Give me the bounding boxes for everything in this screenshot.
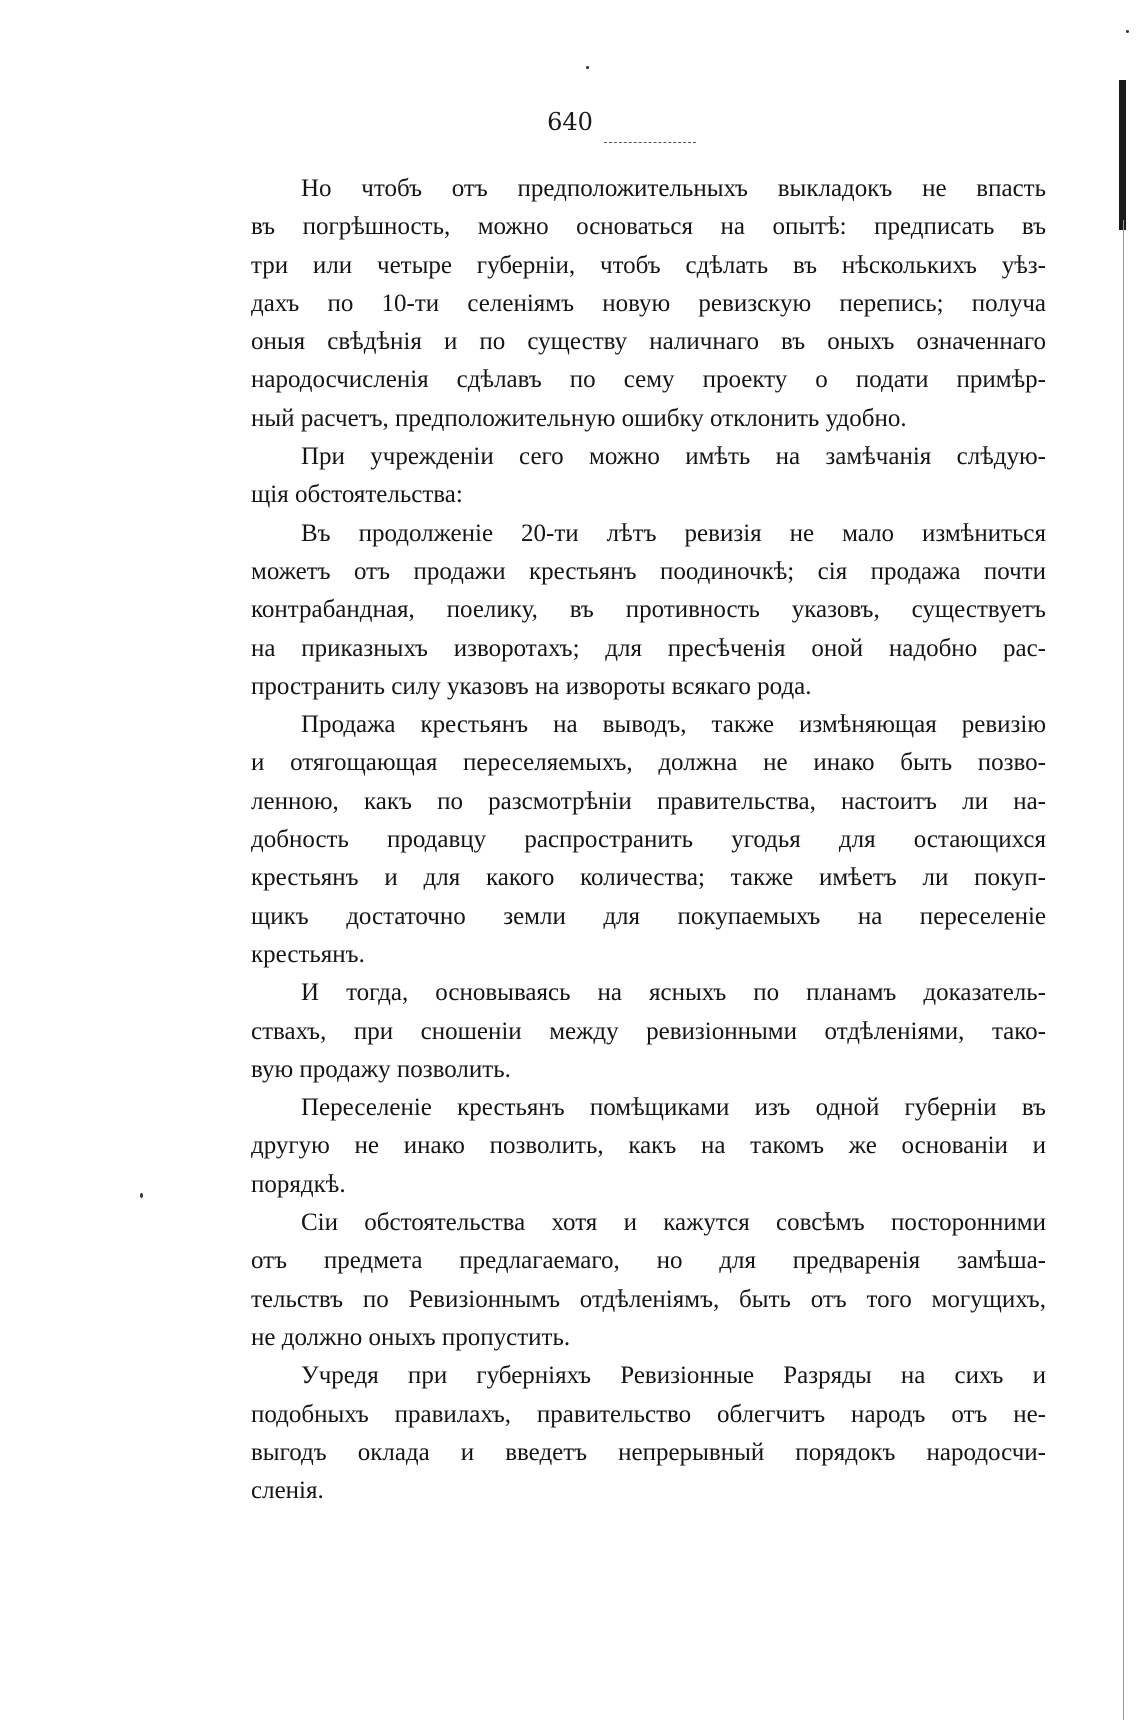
text-line: щикъ достаточно земли для покупаемыхъ на переселеніе xyxy=(251,902,1046,930)
text-line: можетъ отъ продажи крестьянъ поодиночкѣ; сія продажа почти xyxy=(251,557,1046,585)
text-line: въ погрѣшность, можно основаться на опытѣ: предписать въ xyxy=(251,213,1046,241)
text-line: другую не инако позволить, какъ на такомъ же основаніи и xyxy=(251,1132,1046,1160)
paragraph xyxy=(251,1089,1046,1204)
text-line: Но чтобъ отъ предположительныхъ выкладокъ не впасть xyxy=(301,175,1046,202)
paragraph xyxy=(251,1357,1046,1510)
text-line: щія обстоятельства: xyxy=(251,481,463,509)
text-line: Продажа крестьянъ на выводъ, также измѣняющая ревизію xyxy=(301,711,1046,739)
scan-speck xyxy=(140,1193,143,1198)
page-number-rule xyxy=(604,142,696,144)
text-line: контрабандная, поелику, въ противность указовъ, существуетъ xyxy=(251,596,1046,624)
text-line: три или четыре губерніи, чтобъ сдѣлать въ нѣсколькихъ уѣз- xyxy=(251,251,1046,279)
text-line: ленною, какъ по разсмотрѣніи правительства, настоитъ ли на- xyxy=(251,787,1046,815)
text-line: Сіи обстоятельства хотя и кажутся совсѣмъ посторонними xyxy=(301,1209,1046,1237)
text-line: подобныхъ правилахъ, правительство облегчитъ народъ отъ не- xyxy=(251,1400,1046,1428)
text-line: И тогда, основываясь на ясныхъ по планамъ доказатель- xyxy=(301,979,1046,1007)
paragraph xyxy=(251,438,1046,515)
text-line: Въ продолженіе 20-ти лѣтъ ревизія не мало измѣниться xyxy=(301,519,1046,547)
text-line: дахъ по 10-ти селеніямъ новую ревизскую перепись; получа xyxy=(251,289,1046,317)
paragraph xyxy=(251,515,1046,706)
scan-speck xyxy=(1126,30,1129,33)
text-line: выгодъ оклада и введетъ непрерывный порядокъ народосчи- xyxy=(251,1438,1046,1466)
text-line: вую продажу позволить. xyxy=(251,1055,511,1083)
text-line: не должно оныхъ пропустить. xyxy=(251,1323,571,1351)
text-line: порядкѣ. xyxy=(251,1170,346,1198)
text-line: и отягощающая переселяемыхъ, должна не инако быть позво- xyxy=(251,749,1046,777)
text-line: отъ предмета предлагаемаго, но для предваренія замѣша- xyxy=(251,1247,1046,1275)
text-line: крестьянъ и для какого количества; также имѣетъ ли покуп- xyxy=(251,864,1046,892)
page-edge-line xyxy=(1123,220,1124,1720)
text-line: Переселеніе крестьянъ помѣщиками изъ одной губерніи въ xyxy=(301,1094,1046,1122)
paragraph xyxy=(251,974,1046,1089)
text-line: сленія. xyxy=(251,1477,324,1505)
paragraph xyxy=(251,706,1046,974)
page-number: 640 xyxy=(547,108,593,136)
text-line: добность продавцу распространить угодья для остающихся xyxy=(251,826,1046,854)
text-line: народосчисленія сдѣлавъ по сему проекту о подати примѣр- xyxy=(251,366,1046,394)
text-line: на приказныхъ изворотахъ; для пресѣченія оной надобно рас- xyxy=(251,634,1046,662)
text-line: крестьянъ. xyxy=(251,940,365,968)
paragraph xyxy=(251,170,1046,438)
text-line: Учредя при губерніяхъ Ревизіонные Разряды на сихъ и xyxy=(301,1362,1046,1390)
text-line: ствахъ, при сношеніи между ревизіонными отдѣленіями, тако- xyxy=(251,1017,1046,1045)
text-line: пространить силу указовъ на извороты всякаго рода. xyxy=(251,672,812,700)
text-line: При учрежденіи сего можно имѣть на замѣчанія слѣдую- xyxy=(301,443,1046,471)
text-line: тельствъ по Ревизіоннымъ отдѣленіямъ, быть отъ того могущихъ, xyxy=(251,1285,1046,1313)
page-edge-shadow xyxy=(1119,80,1126,230)
text-line: ный расчетъ, предположительную ошибку отклонить удобно. xyxy=(251,404,907,432)
paragraph xyxy=(251,1204,1046,1357)
document-body xyxy=(251,170,1046,1510)
scan-speck xyxy=(586,66,589,69)
text-line: оныя свѣдѣнія и по существу наличнаго въ оныхъ означеннаго xyxy=(251,328,1046,356)
